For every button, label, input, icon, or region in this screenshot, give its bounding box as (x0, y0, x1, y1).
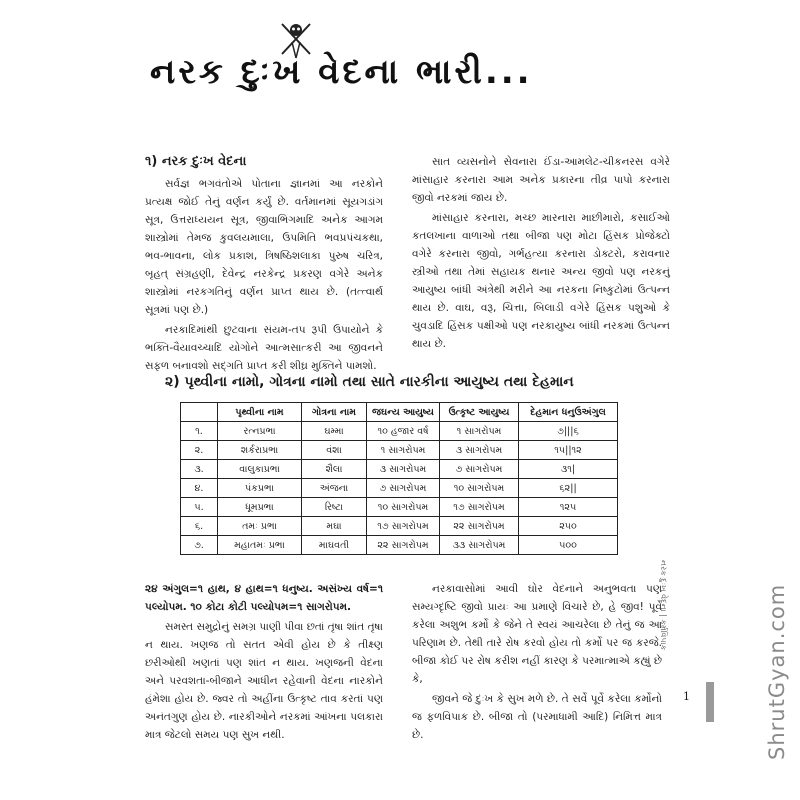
table-cell: ૧ સાગરોપમ (440, 422, 519, 441)
table-cell: ૪. (181, 479, 218, 498)
table-cell: ૨૨ સાગરોપમ (367, 536, 440, 555)
watermark: ShrutGyan.com (765, 583, 789, 760)
table-row (181, 460, 618, 479)
table-cell: ૩ સાગરોપમ (367, 460, 440, 479)
table-cell: ૩ સાગરોપમ (440, 441, 519, 460)
table-cell: ૧૫||૧૨ (519, 441, 618, 460)
table-cell: ૨૫૦ (519, 517, 618, 536)
table-cell: શર્કરાપ્રભા (218, 441, 302, 460)
bottom-left-paragraph: સમસ્ત સમુદ્રોનું સમગ્ર પાણી પીવા છતાં તૃષા શાંત તૃષા ન થાય. ખણજ તો સતત એવી હોય છે કે તીક્ષ્ણ છરીઓથી ખણતાં પણ શાંત ન થાય. ખણજની વેદના અને પરવશતા-બીજાને આધીન રહેવાની વેદના નારકોને હંમેશા હોય છે. જ્વર તો અહીંના ઉત્કૃષ્ટ તાવ કરતાં પણ અનંતગુણ હોય છે. નારકીઓને નરકમાં આંખના પલકારા માત્ર જેટલો સમય પણ સુખ નથી. (145, 621, 383, 741)
side-running-text: નરક દુઃખ વેદના | કર્મવિપાક (659, 560, 668, 651)
right-top-column (412, 153, 670, 355)
table-cell: રત્નપ્રભા (218, 422, 302, 441)
column-header: પૃથ્વીના નામ (218, 403, 302, 422)
table-cell: શૈલા (302, 460, 367, 479)
table-cell: ૭ સાગરોપમ (440, 460, 519, 479)
table-cell: ૫૦૦ (519, 536, 618, 555)
right-top-paragraph: સાત વ્યસનોને સેવનારા ઈંડા-આમલેટ-ચીકનરસ વગેરે માંસાહાર કરનારા આમ અનેક પ્રકારના તીવ્ર પાપો કરનારા જીવો નરકમાં જાય છે. (412, 156, 670, 204)
section1-paragraph: નરકાદિમાંથી છુટવાના સંયમ-તપ રૂપી ઉપાયોને કે ભક્તિ-વૈયાવચ્ચાદિ યોગોને આત્મસાત્કરી આ જીવનને સફળ બનાવશો સદ્ગતિ પ્રાપ્ત કરી શીઘ્ર મુક્તિને પામશો. (145, 324, 383, 372)
section2-heading: ૨) પૃથ્વીના નામો, ગોત્રના નામો તથા સાતે નારકીના આયુષ્ય તથા દેહમાન (165, 374, 574, 390)
table-cell: ૭ સાગરોપમ (367, 479, 440, 498)
table-row (181, 517, 618, 536)
page-number: 1 (683, 690, 690, 703)
column-header: ગોત્રના નામ (302, 403, 367, 422)
table-cell: ૭|||૬ (519, 422, 618, 441)
table-cell: તમઃ પ્રભા (218, 517, 302, 536)
table-cell: ૫. (181, 498, 218, 517)
table-row (181, 441, 618, 460)
hell-table (180, 402, 618, 555)
table-cell: ૧૭ સાગરોપમ (440, 498, 519, 517)
table-cell: મઘા (302, 517, 367, 536)
table-cell: ૧૨૫ (519, 498, 618, 517)
bottom-right-paragraph: જીવને જે દુઃખ કે સુખ મળે છે. તે સર્વે પૂર્વે કરેલા કર્મોનો જ ફળવિપાક છે. બીજા તો (પરમાધામી આદિ) નિમિત્ત માત્ર છે. (412, 693, 662, 741)
table-cell: ૬૨|| (519, 479, 618, 498)
table-cell: ૧૦ હજાર વર્ષ (367, 422, 440, 441)
column-header (181, 403, 218, 422)
right-top-paragraph: માંસાહાર કરનારા, મચ્છ મારનારા માછીમારો, કસાઈઓ કતલખાના વાળાઓ તથા બીજા પણ મોટા હિંસક પ્રોજેક્ટો વગેરે કરનારા જીવો, ગર્ભહત્યા કરનારા ડોક્ટરો, કરાવનાર સ્ત્રીઓ તથા તેમાં સહાયક થનાર અન્ય જીવો પણ નરકનું આયુષ્ય બાંધી અંત્રેથી મરીને આ નરકના નિષ્કુટોમાં ઉત્પન્ન થાય છે. વાઘ, વરૂ, ચિત્તા, બિલાડી વગેરે હિંસક પશુઓ કે ચુવડાદિ હિંસક પક્ષીઓ પણ નરકાયુષ્ય બાંધી નરકમાં ઉત્પન્ન થાય છે. (412, 212, 670, 350)
section1-heading: ૧) નરક દુઃખ વેદના (145, 154, 247, 169)
table-row (181, 536, 618, 555)
column-header: દેહમાન ધનુઉઅંગુલ (519, 403, 618, 422)
table-cell: ૧૭ સાગરોપમ (367, 517, 440, 536)
bottom-left-column (145, 580, 383, 746)
table-row (181, 422, 618, 441)
table-cell: વંશા (302, 441, 367, 460)
table-cell: ૩૧| (519, 460, 618, 479)
table-cell: અંજના (302, 479, 367, 498)
units-note: ૨૪ અંગુલ=૧ હાથ, ૪ હાથ=૧ ધનુષ્ય. અસંખ્ય વર્ષ=૧ પલ્યોપમ. ૧૦ કોટા કોટી પલ્યોપમ=૧ સાગરોપમ. (145, 583, 383, 613)
column-header: ઉત્કૃષ્ટ આયુષ્ય (440, 403, 519, 422)
column-header: જઘન્ય આયુષ્ય (367, 403, 440, 422)
table-cell: ૧૦ સાગરોપમ (440, 479, 519, 498)
table-cell: ૧. (181, 422, 218, 441)
table-cell: ૧ સાગરોપમ (367, 441, 440, 460)
table-cell: માઘવતી (302, 536, 367, 555)
table-cell: વાલુકાપ્રભા (218, 460, 302, 479)
table-cell: ૨૨ સાગરોપમ (440, 517, 519, 536)
section1-paragraph: સર્વજ્ઞ ભગવંતોએ પોતાના જ્ઞાનમાં આ નરકોને પ્રત્યક્ષ જોઈ તેનું વર્ણન કર્યું છે. વર્તમાનમાં સૂયગડાંગ સૂત્ર, ઉત્તરાધ્યયન સૂત્ર, જીવાભિગમાદિ અનેક આગમ શાસ્ત્રોમાં તેમજ કુવલયમાલા, ઉપમિતિ ભવપ્રપંચકથા, ભવ-ભાવના, લોક પ્રકાશ, ત્રિષષ્ઠિશલાકા પુરુષ ચરિત્ર, બૃહત્ સંગ્રહણી, દેવેન્દ્ર નરકેન્દ્ર પ્રકરણ વગેરે અનેક શાસ્ત્રોમાં નરકગતિનું વર્ણન પ્રાપ્ત થાય છે. (તત્ત્વાર્થ સૂત્રમાં પણ છે.) (145, 178, 383, 316)
table-cell: રિષ્ટા (302, 498, 367, 517)
table-cell: ઘમ્મા (302, 422, 367, 441)
table-cell: પંકપ્રભા (218, 479, 302, 498)
table-cell: ૨. (181, 441, 218, 460)
section1-column (145, 153, 383, 377)
table-row (181, 479, 618, 498)
table-cell: મહાતમઃ પ્રભા (218, 536, 302, 555)
skull-ornament-icon (278, 20, 314, 60)
page-title: નરક દુઃખ વેદના ભારી... (150, 52, 533, 92)
table-header-row (181, 403, 618, 422)
table-cell: ૧૦ સાગરોપમ (367, 498, 440, 517)
page-tab-bar (706, 682, 714, 722)
table-cell: ૩. (181, 460, 218, 479)
table-cell: ૭. (181, 536, 218, 555)
table-cell: ૬. (181, 517, 218, 536)
table-cell: ધૂમપ્રભા (218, 498, 302, 517)
table-row (181, 498, 618, 517)
bottom-right-column (412, 580, 662, 746)
bottom-right-paragraph: નરકાવાસોમાં આવી ઘોર વેદનાને અનુભવતા પણ સમ્યગ્દૃષ્ટિ જીવો પ્રાયઃ આ પ્રમાણે વિચારે છે, હે જીવ! પૂર્વે કરેલા અશુભ કર્મો કે જેને તે સ્વયં આચરેલા છે તેનું જ આ પરિણામ છે. તેથી તારે રોષ કરવો હોય તો કર્મો પર જ કરજે. બીજા કોઈ પર રોષ કરીશ નહીં કારણ કે પરમાત્માએ કહ્યું છે કે, (412, 583, 662, 685)
table-cell: ૩૩ સાગરોપમ (440, 536, 519, 555)
